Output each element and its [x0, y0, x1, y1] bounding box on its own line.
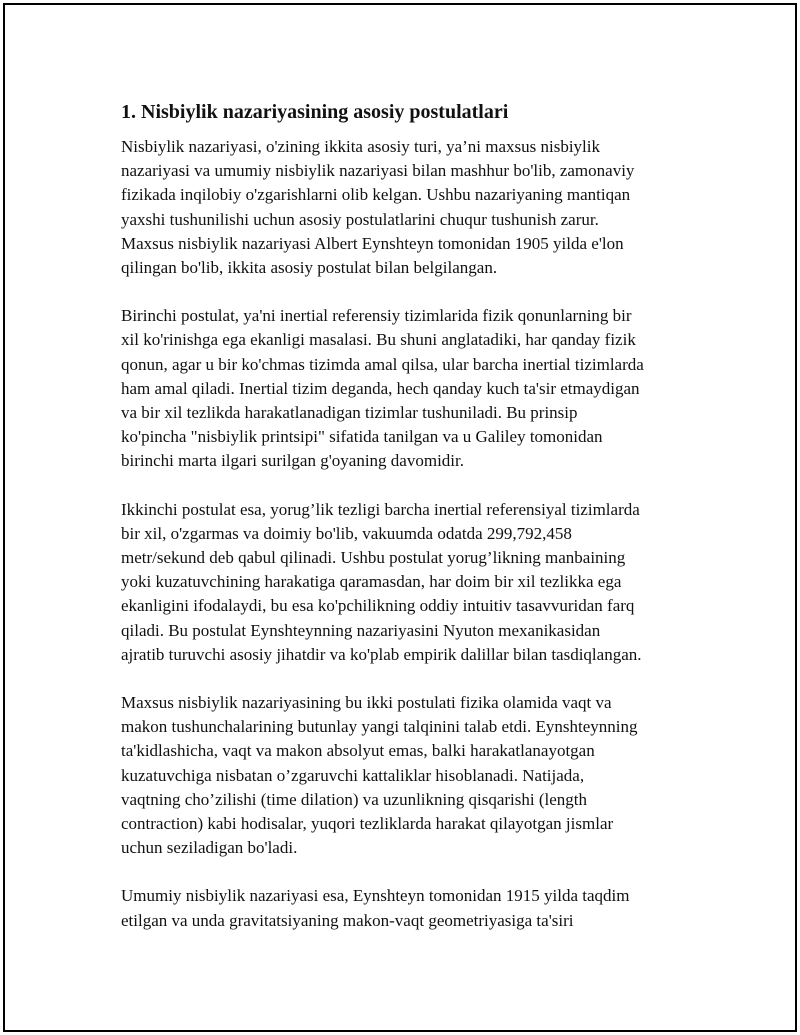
- text-line: Maxsus nisbiylik nazariyasi Albert Eynshteyn tomonidan 1905 yilda e'lon: [121, 233, 624, 253]
- document-body: [121, 99, 701, 957]
- text-line: uchun seziladigan bo'ladi.: [121, 838, 298, 858]
- paragraph-general-relativity: [121, 884, 701, 932]
- text-line: qilingan bo'lib, ikkita asosiy postulat bilan belgilangan.: [121, 258, 498, 278]
- text-line: va bir xil tezlikda harakatlanadigan tizimlar tushuniladi. Bu prinsip: [121, 403, 578, 423]
- text-line: metr/sekund deb qabul qilinadi. Ushbu postulat yorug’likning manbaining: [121, 548, 626, 568]
- text-line: nazariyasi va umumiy nisbiylik nazariyasi bilan mashhur bo'lib, zamonaviy: [121, 161, 635, 181]
- text-line: ham amal qiladi. Inertial tizim deganda, hech qanday kuch ta'sir etmaydigan: [121, 378, 640, 398]
- text-line: Maxsus nisbiylik nazariyasining bu ikki postulati fizika olamida vaqt va: [121, 693, 612, 713]
- paragraph-first-postulate: [121, 304, 701, 473]
- text-line: qiladi. Bu postulat Eynshteynning nazariyasini Nyuton mexanikasidan: [121, 620, 601, 640]
- text-line: Ikkinchi postulat esa, yorug’lik tezligi barcha inertial referensiyal tizimlarda: [121, 499, 640, 519]
- text-line: xil ko'rinishga ega ekanligi masalasi. Bu shuni anglatadiki, har qanday fizik: [121, 330, 636, 350]
- text-line: etilgan va unda gravitatsiyaning makon-vaqt geometriyasiga ta'siri: [121, 910, 574, 930]
- text-line: makon tushunchalarining butunlay yangi talqinini talab etdi. Eynshteynning: [121, 717, 638, 737]
- text-line: Nisbiylik nazariyasi, o'zining ikkita asosiy turi, ya’ni maxsus nisbiylik: [121, 137, 601, 156]
- text-line: qonun, agar u bir ko'chmas tizimda amal qilsa, ular barcha inertial tizimlarda: [121, 354, 644, 374]
- text-line: birinchi marta ilgari surilgan g'oyaning davomidir.: [121, 451, 464, 471]
- text-line: bir xil, o'zgarmas va doimiy bo'lib, vakuumda odatda 299,792,458: [121, 523, 572, 543]
- document-page: [3, 3, 797, 1032]
- text-line: contraction) kabi hodisalar, yuqori tezliklarda harakat qilayotgan jismlar: [121, 814, 614, 834]
- paragraph-second-postulate: [121, 498, 701, 667]
- paragraph-consequences: [121, 691, 701, 860]
- text-line: ta'kidlashicha, vaqt va makon absolyut emas, balki harakatlanayotgan: [121, 741, 595, 761]
- text-line: ajratib turuvchi asosiy jihatdir va ko'plab empirik dalillar bilan tasdiqlangan.: [121, 644, 642, 664]
- text-line: yoki kuzatuvchining harakatiga qaramasdan, har doim bir xil tezlikka ega: [121, 572, 622, 592]
- text-line: Birinchi postulat, ya'ni inertial referensiy tizimlarida fizik qonunlarning bir: [121, 306, 632, 326]
- text-line: Umumiy nisbiylik nazariyasi esa, Eynshteyn tomonidan 1915 yilda taqdim: [121, 886, 630, 906]
- paragraph-intro: [121, 135, 701, 280]
- section-heading: 1. Nisbiylik nazariyasining asosiy postulatlari: [121, 101, 509, 123]
- text-line: kuzatuvchiga nisbatan o’zgaruvchi kattaliklar hisoblanadi. Natijada,: [121, 765, 585, 785]
- text-line: ko'pincha "nisbiylik printsipi" sifatida tanilgan va u Galiley tomonidan: [121, 427, 603, 447]
- text-line: ekanligini ifodalaydi, bu esa ko'pchilikning oddiy intuitiv tasavvuridan farq: [121, 596, 635, 616]
- text-line: yaxshi tushunilishi uchun asosiy postulatlarini chuqur tushunish zarur.: [121, 209, 599, 229]
- text-line: fizikada inqilobiy o'zgarishlarni olib kelgan. Ushbu nazariyaning mantiqan: [121, 185, 631, 205]
- text-line: vaqtning cho’zilishi (time dilation) va uzunlikning qisqarishi (length: [121, 789, 587, 809]
